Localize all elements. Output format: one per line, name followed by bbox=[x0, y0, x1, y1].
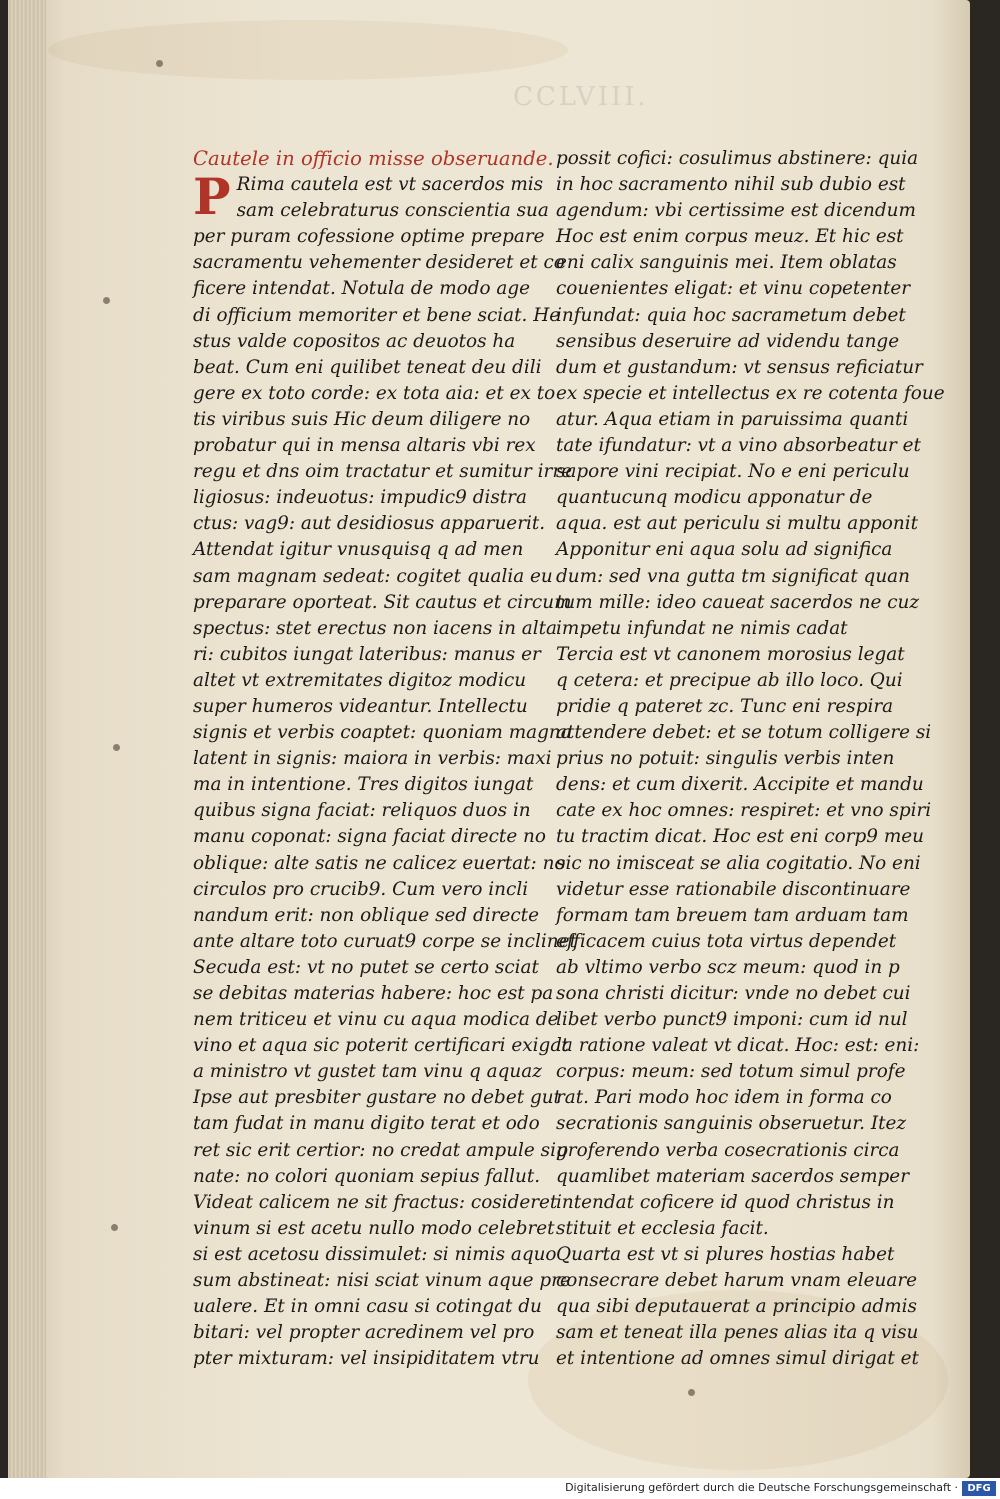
text-line: atur. Aqua etiam in paruissima quanti bbox=[556, 408, 909, 430]
text-line: nem triticeu et vinu cu aqua modica de bbox=[193, 1009, 559, 1031]
text-line: ficere intendat. Notula de modo age bbox=[193, 278, 531, 300]
text-line: couenientes eligat: et vinu copetenter bbox=[556, 278, 911, 300]
text-line: consecrare debet harum vnam eleuare bbox=[556, 1270, 918, 1292]
text-line: rat. Pari modo hoc idem in forma co bbox=[556, 1087, 892, 1109]
text-line: bitari: vel propter acredinem vel pro bbox=[193, 1322, 535, 1344]
right-column bbox=[556, 146, 945, 1372]
text-line: corpus: meum: sed totum simul profe bbox=[556, 1061, 906, 1083]
text-line: ctus: vag9: aut desidiosus apparuerit. bbox=[193, 513, 546, 535]
text-line: impetu infundat ne nimis cadat bbox=[556, 617, 848, 639]
water-stain bbox=[48, 20, 568, 80]
text-line: vino et aqua sic poterit certificari exigat bbox=[193, 1035, 569, 1057]
text-line: secrationis sanguinis obseruetur. Itez bbox=[556, 1113, 907, 1135]
text-line: spectus: stet erectus non iacens in alta bbox=[193, 617, 557, 639]
text-line: Rima cautela est vt sacerdos mis bbox=[236, 174, 544, 196]
text-line: probatur qui in mensa altaris vbi rex bbox=[193, 435, 536, 457]
text-line: libet verbo punct9 imponi: cum id nul bbox=[556, 1009, 908, 1031]
text-line: et intentione ad omnes simul dirigat et bbox=[556, 1348, 919, 1370]
text-line: Videat calicem ne sit fractus: cosideret bbox=[193, 1191, 558, 1213]
text-line: ret sic erit certior: no credat ampule sig bbox=[193, 1139, 568, 1161]
text-line: quibus signa faciat: reliquos duos in bbox=[193, 800, 531, 822]
text-line: ma in intentione. Tres digitos iungat bbox=[193, 774, 534, 796]
text-line: possit cofici: cosulimus abstinere: quia bbox=[556, 148, 919, 169]
text-line: Ipse aut presbiter gustare no debet gut bbox=[193, 1087, 561, 1109]
page-mark bbox=[113, 744, 120, 751]
text-line: manu coponat: signa faciat directe no bbox=[193, 826, 546, 848]
text-line: intendat coficere id quod christus in bbox=[556, 1191, 895, 1213]
text-line: oblique: alte satis ne calicez euertat: no bbox=[193, 852, 566, 874]
text-line: tum mille: ideo caueat sacerdos ne cuz bbox=[556, 591, 920, 613]
text-line: stituit et ecclesia facit. bbox=[556, 1217, 769, 1239]
funding-notice: Digitalisierung gefördert durch die Deutsche Forschungsgemeinschaft · bbox=[565, 1481, 958, 1494]
text-line: sam et teneat illa penes alias ita q visu bbox=[556, 1322, 919, 1344]
text-line: se debitas materias habere: hoc est pa bbox=[193, 983, 554, 1004]
text-line: a ministro vt gustet tam vinu q aquaz bbox=[193, 1061, 542, 1083]
text-line: Tercia est vt canonem morosius legat bbox=[556, 643, 905, 665]
text-line: sam magnam sedeat: cogitet qualia eu bbox=[193, 565, 553, 587]
text-line: vinum si est acetu nullo modo celebret bbox=[193, 1217, 555, 1239]
text-line: ri: cubitos iungat lateribus: manus er bbox=[193, 643, 541, 665]
text-line: dens: et cum dixerit. Accipite et mandu bbox=[556, 774, 924, 796]
text-line: q cetera: et precipue ab illo loco. Qui bbox=[556, 669, 903, 691]
text-line: per puram cofessione optime prepare bbox=[193, 226, 545, 248]
text-line: super humeros videantur. Intellectu bbox=[193, 695, 528, 717]
text-line: dum: sed vna gutta tm significat quan bbox=[556, 565, 910, 587]
text-line: ualere. Et in omni casu si cotingat du bbox=[193, 1296, 542, 1318]
text-line: stus valde copositos ac deuotos ha bbox=[193, 330, 516, 352]
text-line: agendum: vbi certissime est dicendum bbox=[556, 200, 916, 222]
text-line: Quarta est vt si plures hostias habet bbox=[556, 1243, 895, 1265]
text-line: sapore vini recipiat. No e eni periculu bbox=[556, 461, 910, 483]
text-line: tis viribus suis Hic deum diligere no bbox=[193, 408, 531, 430]
text-line: nandum erit: non oblique sed directe bbox=[193, 904, 539, 926]
text-line: quamlibet materiam sacerdos semper bbox=[556, 1165, 909, 1187]
text-line: pter mixturam: vel insipiditatem vtru bbox=[193, 1348, 540, 1370]
text-line: sacramentu vehementer desideret et co bbox=[193, 252, 565, 274]
page-mark bbox=[103, 297, 110, 304]
text-line: ante altare toto curuat9 corpe se inclinet bbox=[193, 930, 577, 952]
text-line: sona christi dicitur: vnde no debet cui bbox=[556, 983, 911, 1004]
text-line: eni calix sanguinis mei. Item oblatas bbox=[556, 252, 897, 274]
text-line: quantucunq modicu apponatur de bbox=[556, 487, 873, 509]
text-line: regu et dns oim tractatur et sumitur irre bbox=[193, 461, 573, 483]
dfg-logo: DFG bbox=[962, 1481, 996, 1496]
section-heading: Cautele in officio misse obseruande. bbox=[193, 147, 554, 170]
text-line: la ratione valeat vt dicat. Hoc: est: eni: bbox=[556, 1035, 920, 1057]
folio-number: CCLVIII. bbox=[513, 82, 649, 112]
text-line: preparare oporteat. Sit cautus et circum bbox=[193, 591, 572, 613]
text-line: sic no imisceat se alia cogitatio. No eni bbox=[556, 852, 921, 874]
text-line: qua sibi deputauerat a principio admis bbox=[556, 1296, 917, 1318]
initial-letter: P bbox=[193, 167, 231, 227]
text-line: prius no potuit: singulis verbis inten bbox=[556, 748, 895, 770]
text-line: sam celebraturus conscientia sua bbox=[236, 200, 549, 222]
left-column bbox=[193, 146, 577, 1372]
page-mark bbox=[688, 1389, 695, 1396]
text-line: formam tam breuem tam arduam tam bbox=[556, 904, 909, 926]
text-line: attendere debet: et se totum colligere si bbox=[556, 722, 932, 744]
text-line: ligiosus: indeuotus: impudic9 distra bbox=[193, 487, 527, 509]
text-line: in hoc sacramento nihil sub dubio est bbox=[556, 174, 906, 196]
text-line: latent in signis: maiora in verbis: maxi bbox=[193, 748, 552, 770]
text-line: gere ex toto corde: ex tota aia: et ex to bbox=[193, 382, 556, 404]
text-line: ab vltimo verbo scz meum: quod in p bbox=[556, 956, 900, 978]
text-line: sensibus deseruire ad videndu tange bbox=[556, 330, 900, 352]
text-line: proferendo verba cosecrationis circa bbox=[556, 1139, 900, 1161]
text-line: tu tractim dicat. Hoc est eni corp9 meu bbox=[556, 826, 925, 848]
text-line: tate ifundatur: vt a vino absorbeatur et bbox=[556, 435, 921, 457]
text-line: sum abstineat: nisi sciat vinum aque pre bbox=[193, 1270, 571, 1292]
text-line: signis et verbis coaptet: quoniam magna bbox=[193, 722, 572, 744]
text-line: Hoc est enim corpus meuz. Et hic est bbox=[556, 226, 904, 248]
text-line: beat. Cum eni quilibet teneat deu dili bbox=[193, 356, 542, 378]
text-line: Attendat igitur vnusquisq q ad men bbox=[193, 539, 524, 561]
text-line: circulos pro crucib9. Cum vero incli bbox=[193, 878, 529, 900]
text-line: si est acetosu dissimulet: si nimis aquo bbox=[193, 1243, 557, 1265]
text-line: Secuda est: vt no putet se certo sciat bbox=[193, 956, 539, 978]
text-line: videtur esse rationabile discontinuare bbox=[556, 878, 911, 900]
text-line: pridie q pateret zc. Tunc eni respira bbox=[556, 695, 894, 717]
text-line: tam fudat in manu digito terat et odo bbox=[193, 1113, 540, 1135]
text-line: Apponitur eni aqua solu ad significa bbox=[556, 539, 893, 561]
page-mark bbox=[111, 1224, 118, 1231]
page-edge bbox=[8, 0, 46, 1478]
text-line: ex specie et intellectus ex re cotenta foue bbox=[556, 382, 945, 404]
text-line: efficacem cuius tota virtus dependet bbox=[556, 930, 897, 952]
text-line: nate: no colori quoniam sepius fallut. bbox=[193, 1165, 541, 1187]
page-mark bbox=[156, 60, 163, 67]
text-line: cate ex hoc omnes: respiret: et vno spiri bbox=[556, 800, 932, 822]
footer-bar bbox=[0, 1478, 1000, 1499]
text-line: di officium memoriter et bene sciat. He bbox=[193, 304, 561, 326]
text-line: altet vt extremitates digitoz modicu bbox=[193, 669, 527, 691]
text-line: dum et gustandum: vt sensus reficiatur bbox=[556, 356, 923, 378]
text-line: infundat: quia hoc sacrametum debet bbox=[556, 304, 906, 326]
text-line: aqua. est aut periculu si multu apponit bbox=[556, 513, 918, 535]
